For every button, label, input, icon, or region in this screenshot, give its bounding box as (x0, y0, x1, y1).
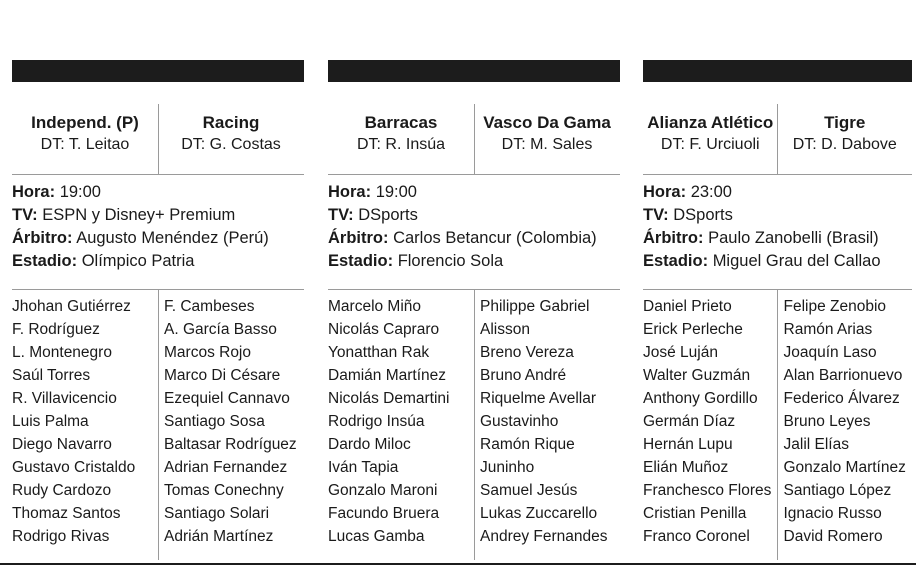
player: Lucas Gamba (328, 528, 425, 545)
lineups (643, 290, 912, 548)
kickoff-time (643, 181, 912, 204)
player: Marco Di Césare (164, 367, 281, 384)
estadio-label: Estadio: (643, 252, 709, 270)
away-team-coach: DT: G. Costas (181, 136, 281, 153)
player: Gonzalo Maroni (328, 482, 438, 499)
estadio-value: Miguel Grau del Callao (712, 252, 881, 270)
header-bar (328, 60, 620, 82)
column-divider (158, 104, 159, 174)
lineups (328, 290, 620, 548)
player: Elián Muñoz (643, 459, 729, 476)
player: Nicolás Demartini (328, 390, 450, 407)
column-divider (777, 290, 778, 560)
player: Santiago Solari (164, 505, 270, 522)
column-divider (777, 104, 778, 174)
player: Gonzalo Martínez (783, 459, 906, 476)
player: Jalil Elías (783, 436, 849, 453)
player: Anthony Gordillo (643, 390, 758, 407)
match-info (328, 175, 620, 289)
arbitro-value: Paulo Zanobelli (Brasil) (708, 229, 879, 247)
estadio-value: Florencio Sola (397, 252, 504, 270)
player: Tomas Conechny (164, 482, 284, 499)
hora-value: 23:00 (690, 183, 732, 201)
referee (328, 227, 620, 250)
player: Walter Guzmán (643, 367, 751, 384)
kickoff-time (328, 181, 620, 204)
player: Saúl Torres (12, 367, 91, 384)
player: Ezequiel Cannavo (164, 390, 290, 407)
player: Ramón Arias (783, 321, 873, 338)
player: Rodrigo Insúa (328, 413, 425, 430)
player: Franco Coronel (643, 528, 750, 545)
referee (12, 227, 304, 250)
home-team-name: Barracas (364, 113, 438, 132)
tv-value: ESPN y Disney+ Premium (42, 206, 236, 224)
match-card-1 (12, 60, 304, 548)
hora-label: Hora: (12, 183, 56, 201)
player: A. García Basso (164, 321, 277, 338)
player: Dardo Miloc (328, 436, 411, 453)
teams-row (12, 82, 304, 174)
away-team-name: Vasco Da Gama (483, 113, 611, 132)
home-lineup (12, 295, 152, 548)
player: Andrey Fernandes (480, 528, 608, 545)
player: Germán Díaz (643, 413, 736, 430)
player: Daniel Prieto (643, 298, 732, 315)
player: Samuel Jesús (480, 482, 578, 499)
player: Rodrigo Rivas (12, 528, 110, 545)
player: Ramón Rique (480, 436, 575, 453)
player: José Luján (643, 344, 718, 361)
home-team (12, 82, 158, 174)
referee (643, 227, 912, 250)
player: Santiago Sosa (164, 413, 265, 430)
player: Damián Martínez (328, 367, 447, 384)
stadium (643, 250, 912, 273)
header-bar (12, 60, 304, 82)
player: Lukas Zuccarello (480, 505, 598, 522)
player: Adrian Fernandez (164, 459, 288, 476)
player: Gustavo Cristaldo (12, 459, 136, 476)
player: L. Montenegro (12, 344, 112, 361)
away-team-coach: DT: D. Dabove (792, 136, 897, 153)
hora-label: Hora: (643, 183, 687, 201)
tv-channel (12, 204, 304, 227)
player: Hernán Lupu (643, 436, 733, 453)
player: Marcos Rojo (164, 344, 251, 361)
player: Gustavinho (480, 413, 559, 430)
tv-label: TV: (328, 206, 354, 224)
teams-row (643, 82, 912, 174)
player: Philippe Gabriel (480, 298, 590, 315)
arbitro-label: Árbitro: (328, 229, 389, 247)
player: Federico Álvarez (783, 390, 900, 407)
player: Franchesco Flores (643, 482, 772, 499)
player: Adrián Martínez (164, 528, 274, 545)
player: Marcelo Miño (328, 298, 422, 315)
arbitro-label: Árbitro: (12, 229, 73, 247)
header-bar (643, 60, 912, 82)
player: Luis Palma (12, 413, 89, 430)
lineups (12, 290, 304, 548)
home-team-coach: DT: T. Leitao (40, 136, 130, 153)
player: F. Cambeses (164, 298, 255, 315)
player: Bruno Leyes (783, 413, 871, 430)
player: Facundo Bruera (328, 505, 440, 522)
player: Felipe Zenobio (783, 298, 887, 315)
player: F. Rodríguez (12, 321, 100, 338)
player: Baltasar Rodríguez (164, 436, 297, 453)
home-team-coach: DT: F. Urciuoli (660, 136, 760, 153)
hora-label: Hora: (328, 183, 372, 201)
home-team (328, 82, 474, 174)
column-divider (474, 104, 475, 174)
player: Alan Barrionuevo (783, 367, 903, 384)
match-info (643, 175, 912, 289)
column-divider (474, 290, 475, 560)
away-team (778, 82, 913, 174)
player: Thomaz Santos (12, 505, 121, 522)
match-info (12, 175, 304, 289)
tv-label: TV: (643, 206, 669, 224)
away-team (474, 82, 620, 174)
player: Erick Perleche (643, 321, 743, 338)
player: R. Villavicencio (12, 390, 117, 407)
kickoff-time (12, 181, 304, 204)
hora-value: 19:00 (375, 183, 417, 201)
stadium (12, 250, 304, 273)
home-team-coach: DT: R. Insúa (356, 136, 446, 153)
player: Joaquín Laso (783, 344, 877, 361)
home-team-name: Independ. (P) (31, 113, 139, 132)
estadio-value: Olímpico Patria (81, 252, 195, 270)
home-team-name: Alianza Atlético (647, 113, 774, 132)
teams-row (328, 82, 620, 174)
bottom-rule (0, 563, 916, 565)
tv-value: DSports (673, 206, 733, 224)
arbitro-value: Carlos Betancur (Colombia) (393, 229, 597, 247)
away-lineup (772, 295, 913, 548)
arbitro-label: Árbitro: (643, 229, 704, 247)
match-card-3 (643, 60, 912, 548)
player: Riquelme Avellar (480, 390, 597, 407)
player: Iván Tapia (328, 459, 399, 476)
player: Cristian Penilla (643, 505, 747, 522)
arbitro-value: Augusto Menéndez (Perú) (76, 229, 269, 247)
away-lineup (152, 295, 304, 548)
player: Diego Navarro (12, 436, 112, 453)
home-lineup (328, 295, 468, 548)
player: Nicolás Capraro (328, 321, 440, 338)
tv-value: DSports (358, 206, 418, 224)
player: Juninho (480, 459, 535, 476)
away-team (158, 82, 304, 174)
match-card-2 (328, 60, 620, 548)
column-divider (158, 290, 159, 560)
estadio-label: Estadio: (12, 252, 78, 270)
tv-channel (643, 204, 912, 227)
away-lineup (468, 295, 620, 548)
tv-channel (328, 204, 620, 227)
home-lineup (643, 295, 772, 548)
player: Yonatthan Rak (328, 344, 430, 361)
hora-value: 19:00 (59, 183, 101, 201)
away-team-name: Tigre (824, 113, 866, 132)
player: Alisson (480, 321, 530, 338)
player: Jhohan Gutiérrez (12, 298, 131, 315)
stadium (328, 250, 620, 273)
player: Breno Vereza (480, 344, 574, 361)
player: Santiago López (783, 482, 892, 499)
home-team (643, 82, 778, 174)
away-team-name: Racing (202, 113, 260, 132)
estadio-label: Estadio: (328, 252, 394, 270)
player: David Romero (783, 528, 883, 545)
tv-label: TV: (12, 206, 38, 224)
player: Rudy Cardozo (12, 482, 112, 499)
player: Bruno André (480, 367, 567, 384)
away-team-coach: DT: M. Sales (501, 136, 593, 153)
player: Ignacio Russo (783, 505, 882, 522)
